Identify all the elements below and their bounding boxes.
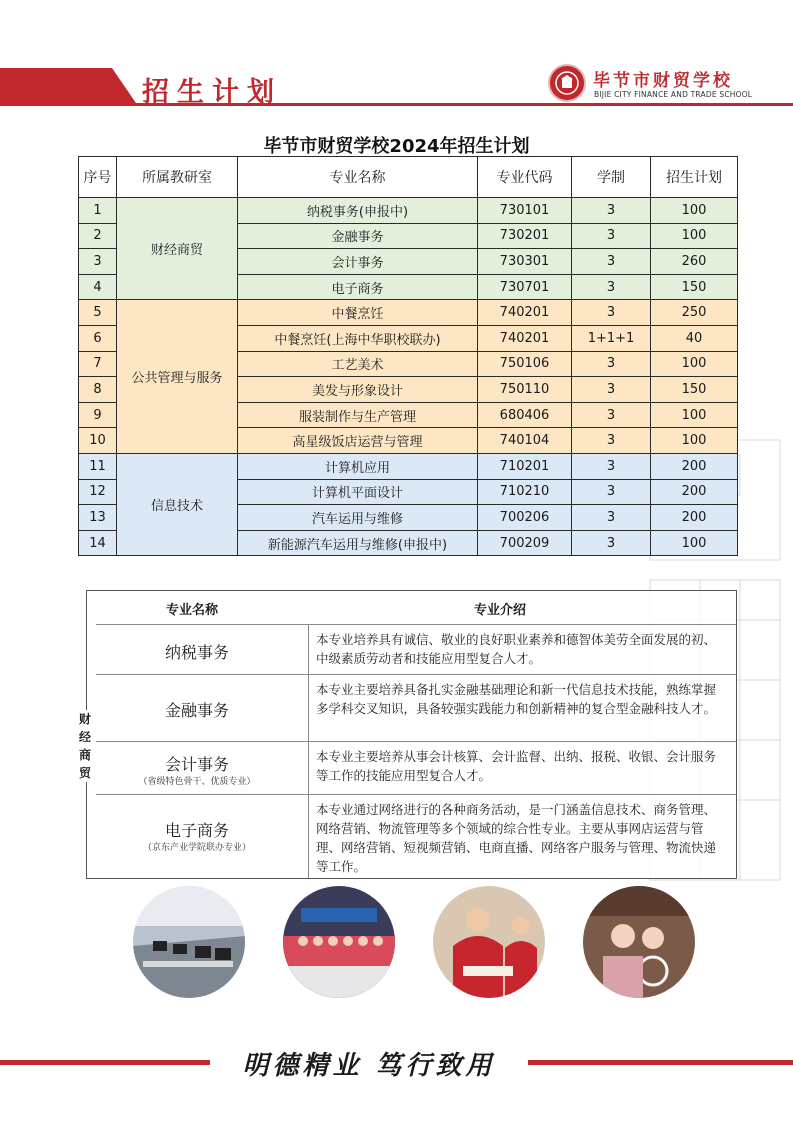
cell-major: 纳税事务(申报中)	[238, 198, 478, 224]
cell-major: 中餐烹饪(上海中华职校联办)	[238, 325, 478, 351]
cell-code: 710201	[478, 453, 572, 479]
footer-rule-left	[0, 1060, 210, 1065]
studio-photo	[583, 886, 695, 998]
cell-duration: 3	[572, 453, 651, 479]
cell-code: 740201	[478, 325, 572, 351]
table-row	[79, 198, 738, 224]
major-name: 纳税事务	[164, 643, 229, 662]
intro-column-divider	[308, 624, 309, 878]
cell-quota: 150	[651, 377, 738, 403]
table-row	[79, 453, 738, 479]
cell-index: 6	[79, 325, 117, 351]
group-photo	[283, 886, 395, 998]
intro-header-desc: 专业介绍	[474, 603, 527, 618]
cell-major: 电子商务	[238, 274, 478, 300]
cell-code: 730201	[478, 223, 572, 249]
cell-major: 会计事务	[238, 249, 478, 275]
cell-major: 工艺美术	[238, 351, 478, 377]
cell-major: 高星级饭店运营与管理	[238, 428, 478, 454]
major-desc: 本专业通过网络进行的各种商务活动，是一门涵盖信息技术、商务管理、网络营销、物流管理等多个领域的综合性专业。主要从事网店运营与管理、网络营销、短视频营销、电商直播、网络客户服务与管理、物流快递等工作。	[316, 802, 717, 874]
header-banner	[0, 68, 138, 106]
cell-major: 中餐烹饪	[238, 300, 478, 326]
cell-index: 7	[79, 351, 117, 377]
cell-code: 730101	[478, 198, 572, 224]
cell-duration: 3	[572, 402, 651, 428]
intro-side-label: 财 经 商 贸	[76, 710, 94, 782]
major-desc: 本专业主要培养从事会计核算、会计监督、出纳、报税、收银、会计服务等工作的技能应用型复合人才。	[316, 749, 717, 783]
cell-duration: 3	[572, 198, 651, 224]
major-name: 金融事务	[164, 701, 229, 720]
table-title: 毕节市财贸学校2024年招生计划	[263, 136, 530, 157]
cell-code: 750106	[478, 351, 572, 377]
header-major-code: 专业代码	[478, 157, 572, 198]
school-name: 毕节市财贸学校	[593, 71, 733, 91]
cell-index: 9	[79, 402, 117, 428]
table-row	[79, 300, 738, 326]
banner-title: 招生计划	[142, 77, 282, 108]
major-note: （京东产业学院联办专业）	[142, 843, 251, 853]
computer-lab-photo	[133, 886, 245, 998]
cell-major: 美发与形象设计	[238, 377, 478, 403]
classroom-photo	[433, 886, 545, 998]
header-duration: 学制	[572, 157, 651, 198]
cell-quota: 40	[651, 325, 738, 351]
school-name-english: BIJIE CITY FINANCE AND TRADE SCHOOL	[594, 90, 753, 99]
department-cell: 公共管理与服务	[117, 300, 238, 454]
cell-quota: 100	[651, 223, 738, 249]
intro-divider	[96, 624, 736, 625]
cell-index: 8	[79, 377, 117, 403]
cell-quota: 200	[651, 479, 738, 505]
cell-duration: 3	[572, 505, 651, 531]
cell-code: 700209	[478, 530, 572, 556]
cell-major: 新能源汽车运用与维修(申报中)	[238, 530, 478, 556]
cell-quota: 150	[651, 274, 738, 300]
header-major-name: 专业名称	[238, 157, 478, 198]
major-name: 电子商务	[164, 821, 229, 840]
footer-rule-right	[528, 1060, 793, 1065]
cell-index: 12	[79, 479, 117, 505]
header-index: 序号	[79, 157, 117, 198]
cell-duration: 3	[572, 223, 651, 249]
intro-divider	[96, 674, 736, 675]
cell-quota: 100	[651, 428, 738, 454]
school-motto: 明德精业 笃行致用	[242, 1051, 496, 1081]
cell-quota: 250	[651, 300, 738, 326]
cell-quota: 200	[651, 453, 738, 479]
cell-major: 计算机平面设计	[238, 479, 478, 505]
major-name: 会计事务	[164, 755, 229, 774]
cell-duration: 3	[572, 428, 651, 454]
department-cell: 信息技术	[117, 453, 238, 555]
cell-code: 730301	[478, 249, 572, 275]
intro-divider	[96, 741, 736, 742]
major-desc: 本专业培养具有诚信、敬业的良好职业素养和德智体美劳全面发展的初、中级素质劳动者和技能应用型复合人才。	[316, 632, 717, 666]
intro-divider	[96, 794, 736, 795]
cell-index: 1	[79, 198, 117, 224]
cell-code: 740104	[478, 428, 572, 454]
cell-quota: 100	[651, 351, 738, 377]
cell-duration: 3	[572, 300, 651, 326]
cell-duration: 3	[572, 377, 651, 403]
cell-quota: 100	[651, 198, 738, 224]
major-note: （省级特色骨干、优质专业）	[138, 777, 256, 787]
cell-major: 金融事务	[238, 223, 478, 249]
cell-code: 740201	[478, 300, 572, 326]
major-desc: 本专业主要培养具备扎实金融基础理论和新一代信息技术技能，熟练掌握多学科交叉知识，具备较强实践能力和创新精神的复合型金融科技人才。	[316, 682, 717, 716]
cell-quota: 200	[651, 505, 738, 531]
cell-major: 汽车运用与维修	[238, 505, 478, 531]
cell-duration: 3	[572, 479, 651, 505]
cell-duration: 3	[572, 351, 651, 377]
header-department: 所属教研室	[117, 157, 238, 198]
cell-quota: 100	[651, 402, 738, 428]
cell-code: 680406	[478, 402, 572, 428]
cell-code: 750110	[478, 377, 572, 403]
cell-quota: 100	[651, 530, 738, 556]
cell-code: 730701	[478, 274, 572, 300]
cell-quota: 260	[651, 249, 738, 275]
school-logo-icon	[548, 64, 586, 102]
intro-header-name: 专业名称	[166, 603, 219, 618]
cell-duration: 3	[572, 274, 651, 300]
cell-major: 服装制作与生产管理	[238, 402, 478, 428]
header-quota: 招生计划	[651, 157, 738, 198]
cell-duration: 1+1+1	[572, 325, 651, 351]
cell-index: 11	[79, 453, 117, 479]
cell-index: 4	[79, 274, 117, 300]
cell-index: 3	[79, 249, 117, 275]
cell-index: 10	[79, 428, 117, 454]
cell-index: 2	[79, 223, 117, 249]
cell-index: 5	[79, 300, 117, 326]
cell-major: 计算机应用	[238, 453, 478, 479]
department-cell: 财经商贸	[117, 198, 238, 300]
cell-index: 13	[79, 505, 117, 531]
table-header-row	[79, 157, 738, 198]
cell-duration: 3	[572, 249, 651, 275]
cell-index: 14	[79, 530, 117, 556]
enrollment-plan-table	[78, 156, 738, 556]
cell-duration: 3	[572, 530, 651, 556]
cell-code: 700206	[478, 505, 572, 531]
cell-code: 710210	[478, 479, 572, 505]
